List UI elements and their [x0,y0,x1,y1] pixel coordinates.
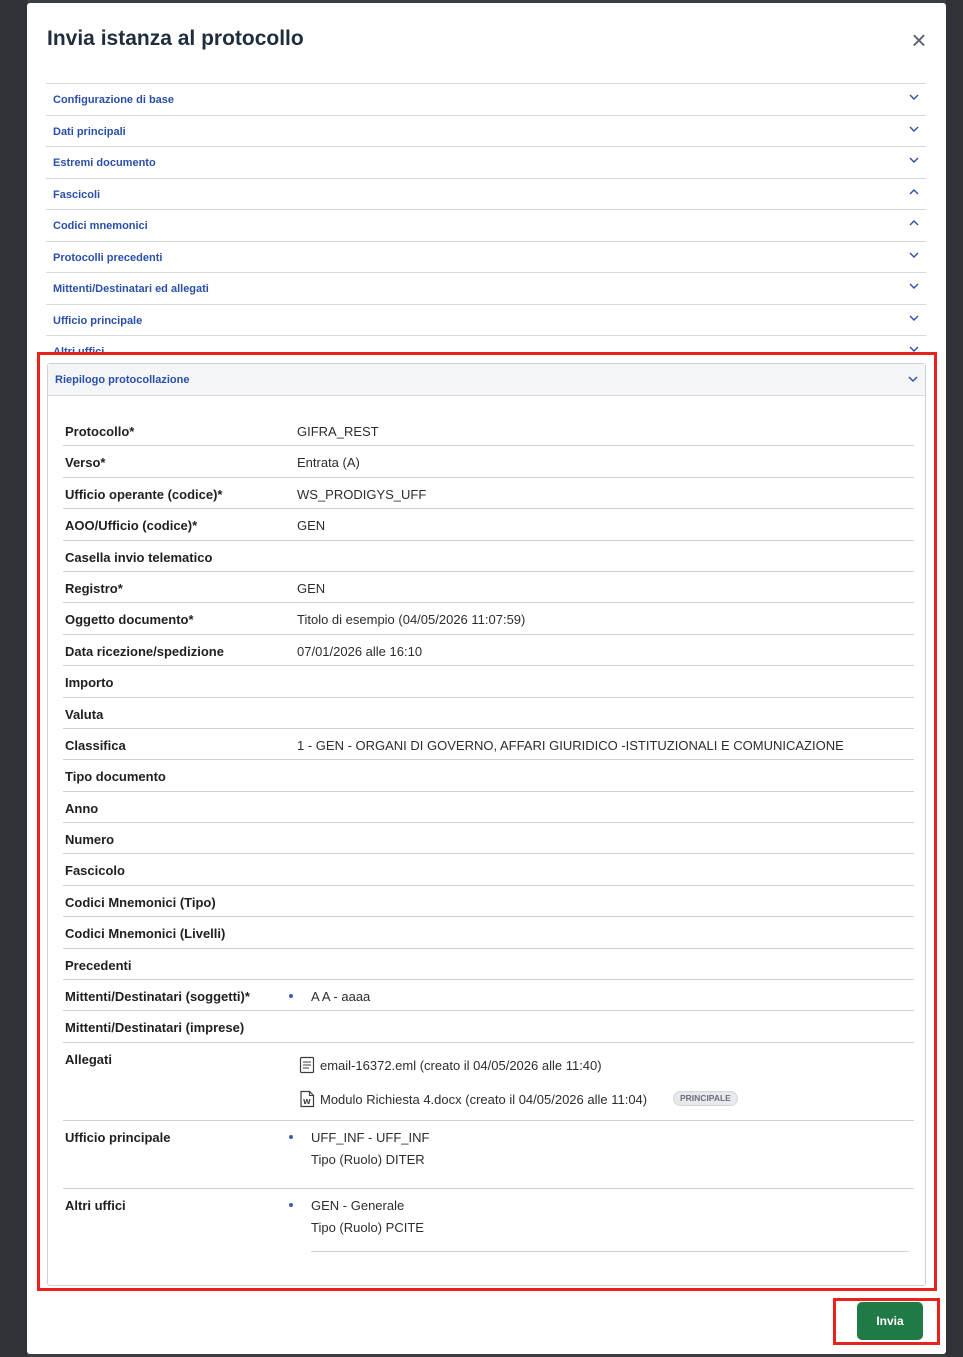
accordion-label: Configurazione di base [53,94,175,106]
accordion-label: Ufficio principale [53,314,143,327]
bullet-dot [289,994,293,998]
row-key: Altri uffici [65,1197,126,1213]
table-row [63,446,914,477]
row-key: Mittenti/Destinatari (soggetti)* [65,989,250,1005]
summary-panel [47,363,926,1286]
accordion-item-altri-uffici[interactable] [46,335,926,367]
table-row [63,1011,914,1042]
attachment-item[interactable] [299,1090,859,1110]
row-key: Ufficio operante (codice)* [65,486,223,502]
accordion-label: Estremi documento [53,157,156,169]
accordion-label: Altri uffici [53,346,105,358]
table-row [63,1043,914,1121]
send-button[interactable]: Invia [857,1302,923,1340]
list-item-text: GEN - Generale [311,1197,405,1213]
row-value: Titolo di esempio (04/05/2026 11:07:59) [297,612,526,628]
row-key: Precedenti [65,957,132,973]
accordion-label: Dati principali [53,125,126,138]
row-key: Data ricezione/spedizione [65,643,224,659]
close-icon[interactable]: × [911,25,927,55]
accordion-list [46,83,926,367]
chevron-up-icon [908,217,920,229]
row-value: Entrata (A) [297,455,360,471]
accordion-item-mittenti-destinatari[interactable] [46,272,926,304]
bullet-dot [289,1203,293,1207]
chevron-down-icon [908,154,920,166]
table-row [63,792,914,823]
list-item [289,989,689,1005]
row-key: Classifica [65,737,126,753]
chevron-down-icon [908,343,920,355]
row-key: Allegati [65,1051,112,1067]
table-row [63,823,914,854]
attachment-name: Modulo Richiesta 4.docx (creato il 04/05/2026 alle 11:04) [320,1091,648,1107]
table-row [63,698,914,729]
table-row [63,635,914,666]
row-key: Anno [65,800,99,816]
bullet-dot [289,1135,293,1139]
chevron-down-icon [908,91,920,103]
accordion-label: Fascicoli [53,188,101,201]
table-row [63,760,914,791]
row-key: Protocollo* [65,424,135,439]
table-row [63,980,914,1011]
chevron-down-icon [908,123,920,135]
table-row [63,415,914,446]
row-value: GEN [297,518,326,534]
accordion-label: Codici mnemonici [53,220,148,232]
row-key: AOO/Ufficio (codice)* [65,518,198,534]
table-row [63,666,914,697]
list-item [289,1198,689,1214]
summary-table [63,415,914,1253]
divider [311,1251,909,1252]
row-key: Codici Mnemonici (Livelli) [65,926,226,942]
row-key: Codici Mnemonici (Tipo) [65,894,216,910]
list-item-text: A A - aaaa [311,989,371,1005]
table-row [63,854,914,885]
list-item-text: UFF_INF - UFF_INF [311,1129,430,1145]
attachment-item[interactable] [299,1056,859,1076]
accordion-item-estremi-documento[interactable] [46,146,926,178]
svg-text:W: W [303,1097,311,1106]
accordion-item-fascicoli[interactable] [46,178,926,210]
accordion-item-protocolli-precedenti[interactable] [46,241,926,273]
row-key: Importo [65,675,114,691]
table-row [63,572,914,603]
accordion-item-riepilogo[interactable] [48,364,925,396]
row-value: GIFRA_REST [297,424,379,439]
accordion-item-codici-mnemonici[interactable] [46,209,926,241]
modal-title: Invia istanza al protocollo [47,27,304,50]
accordion-item-configurazione[interactable] [46,83,926,115]
chevron-down-icon [908,249,920,261]
row-key: Ufficio principale [65,1129,171,1145]
table-row [63,917,914,948]
row-value: 07/01/2026 alle 16:10 [297,643,423,659]
word-document-icon [299,1090,315,1108]
accordion-item-ufficio-principale[interactable] [46,304,926,336]
table-row [63,603,914,634]
row-value: WS_PRODIGYS_UFF [297,486,427,502]
row-key: Valuta [65,706,104,722]
accordion-label: Protocolli precedenti [53,251,163,264]
table-row [63,478,914,509]
backdrop-left [0,0,27,1357]
document-icon [299,1056,315,1074]
table-row [63,729,914,760]
principale-badge: PRINCIPALE [673,1091,738,1106]
backdrop-right [946,0,963,1357]
row-key: Tipo documento [65,769,166,785]
chevron-down-icon [908,312,920,324]
row-key: Verso* [65,455,106,471]
list-item-subtext: Tipo (Ruolo) DITER [311,1151,425,1167]
table-row [63,509,914,540]
table-row [63,949,914,980]
table-row [63,541,914,572]
row-key: Casella invio telematico [65,549,213,565]
summary-header-label: Riepilogo protocollazione [55,374,190,386]
row-key: Fascicolo [65,863,125,879]
chevron-up-icon [908,186,920,198]
row-key: Numero [65,832,115,848]
table-row [63,886,914,917]
table-row [63,1121,914,1189]
row-value: GEN [297,580,326,596]
accordion-item-dati-principali[interactable] [46,115,926,147]
row-key: Mittenti/Destinatari (imprese) [65,1020,245,1036]
chevron-down-icon [907,373,919,385]
attachment-name: email-16372.eml (creato il 04/05/2026 alle 11:40) [320,1057,602,1073]
row-key: Oggetto documento* [65,612,194,628]
accordion-label: Mittenti/Destinatari ed allegati [53,283,209,295]
row-value: 1 - GEN - ORGANI DI GOVERNO, AFFARI GIURIDICO -ISTITUZIONALI E COMUNICAZIONE [297,737,844,753]
chevron-down-icon [908,280,920,292]
list-item [289,1130,689,1146]
row-key: Registro* [65,580,123,596]
list-item-subtext: Tipo (Ruolo) PCITE [311,1219,424,1235]
table-row [63,1189,914,1253]
